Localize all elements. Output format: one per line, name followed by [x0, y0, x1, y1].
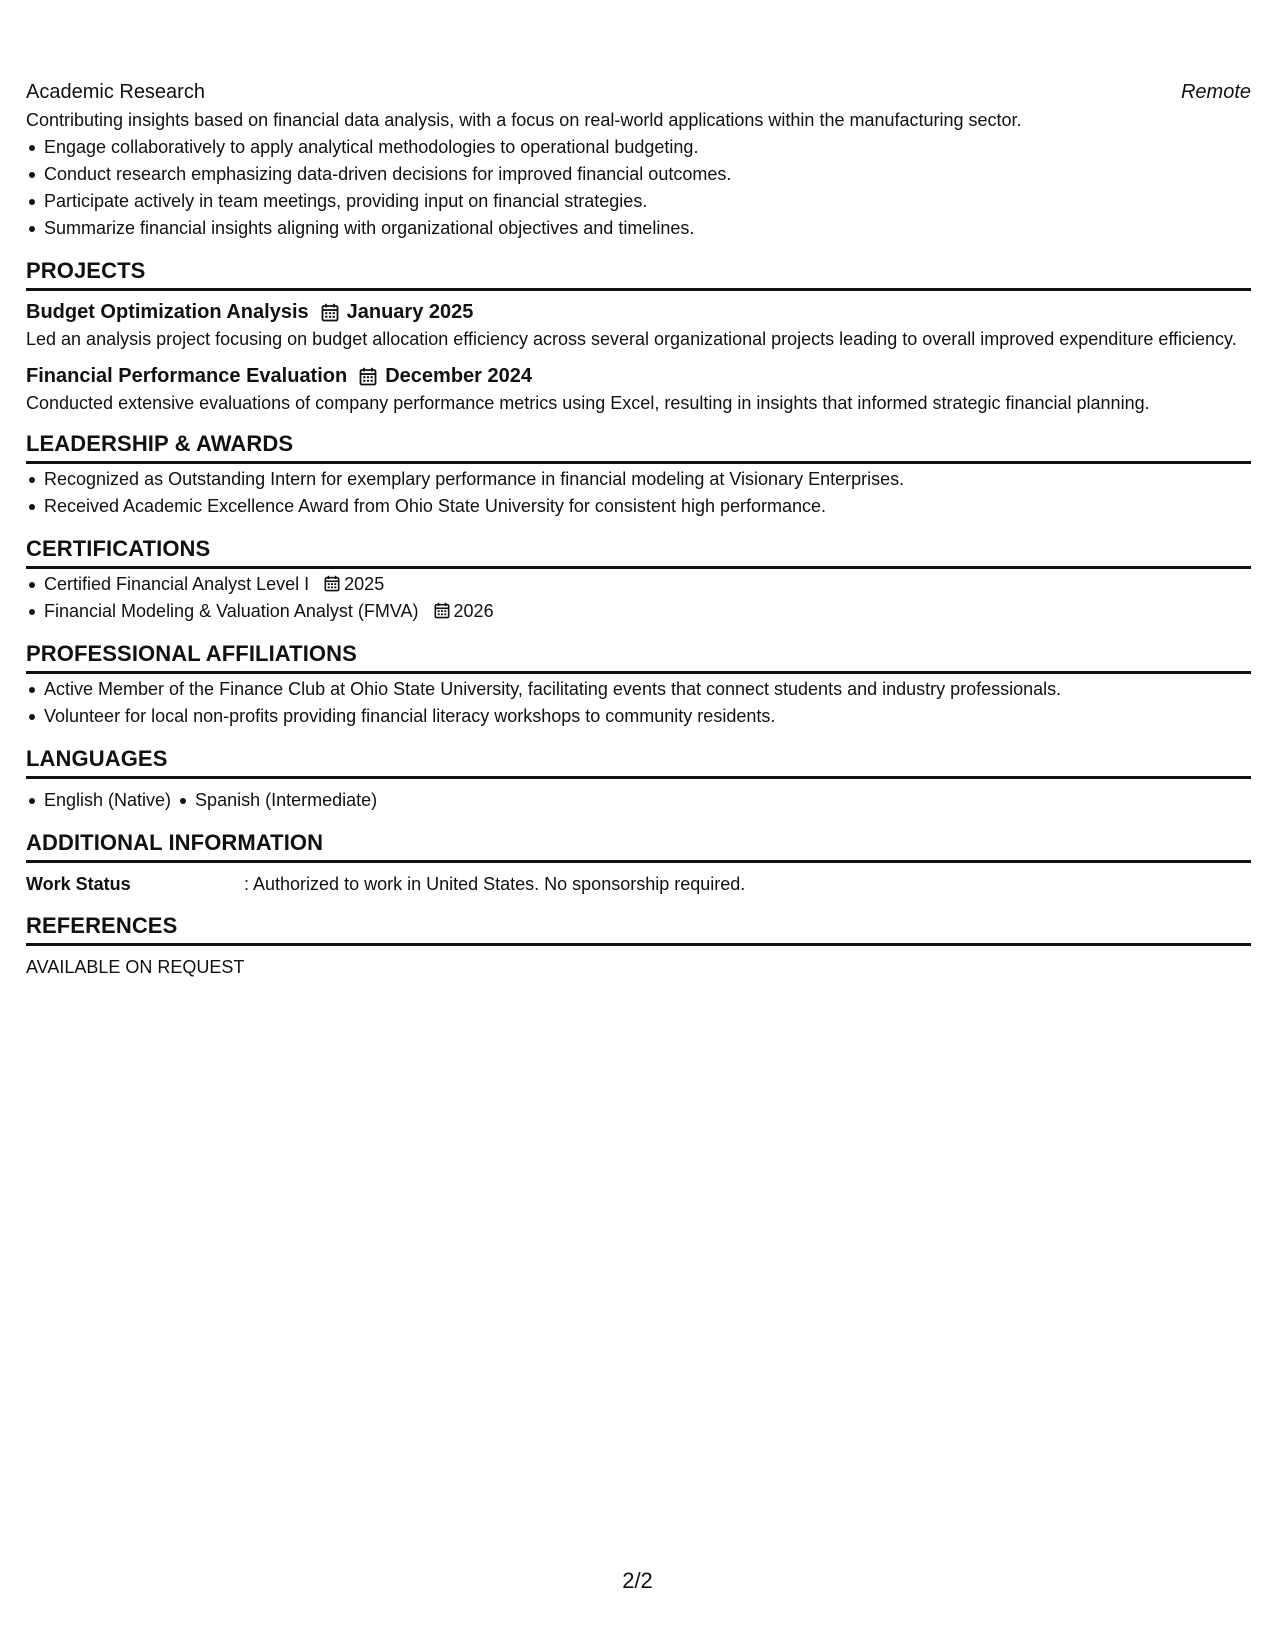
- additional-info-section: [26, 830, 1251, 897]
- affiliations-section: [26, 641, 1251, 730]
- project-name: Budget Optimization Analysis: [26, 301, 309, 323]
- section-title: REFERENCES: [26, 913, 1251, 946]
- list-item: Participate actively in team meetings, providing input on financial strategies.: [44, 188, 1251, 215]
- certifications-section: [26, 536, 1251, 625]
- section-title: CERTIFICATIONS: [26, 536, 1251, 569]
- experience-entry: [26, 78, 1251, 242]
- projects-section: [26, 258, 1251, 415]
- experience-bullets: [26, 134, 1251, 242]
- list-item: Summarize financial insights aligning with organizational objectives and timelines.: [44, 215, 1251, 242]
- project-entry: [26, 299, 1251, 351]
- work-status-value: : Authorized to work in United States. No sponsorship required.: [244, 874, 746, 894]
- languages-section: [26, 746, 1251, 814]
- list-item: Engage collaboratively to apply analytical methodologies to operational budgeting.: [44, 134, 1251, 161]
- page-number: 2/2: [622, 1568, 653, 1593]
- list-item: Recognized as Outstanding Intern for exemplary performance in financial modeling at Visionary Enterprises.: [44, 466, 1251, 493]
- work-status-row: [26, 871, 1251, 897]
- section-title: ADDITIONAL INFORMATION: [26, 830, 1251, 863]
- section-title: LANGUAGES: [26, 746, 1251, 779]
- list-item: Received Academic Excellence Award from Ohio State University for consistent high performance.: [44, 493, 1251, 520]
- work-status-label: Work Status: [26, 874, 131, 894]
- calendar-icon: [359, 367, 377, 386]
- project-header: [26, 363, 1251, 389]
- project-date: December 2024: [385, 365, 532, 387]
- location: Remote: [1180, 81, 1251, 103]
- list-item: [44, 571, 1251, 598]
- list-item: Active Member of the Finance Club at Ohio State University, facilitating events that connect students and industry professionals.: [44, 676, 1251, 703]
- certifications-list: [26, 571, 1251, 625]
- affiliations-list: [26, 676, 1251, 730]
- list-item: Spanish (Intermediate): [195, 787, 377, 814]
- list-item: Conduct research emphasizing data-driven decisions for improved financial outcomes.: [44, 161, 1251, 188]
- calendar-icon: [434, 602, 450, 619]
- project-header: [26, 299, 1251, 325]
- certification-name: Certified Financial Analyst Level I: [44, 574, 310, 594]
- resume-page: [26, 78, 1251, 980]
- section-title: PROFESSIONAL AFFILIATIONS: [26, 641, 1251, 674]
- list-item: Volunteer for local non-profits providing financial literacy workshops to community residents.: [44, 703, 1251, 730]
- section-title: PROJECTS: [26, 258, 1251, 291]
- leadership-list: [26, 466, 1251, 520]
- calendar-icon: [321, 303, 339, 322]
- calendar-icon: [324, 575, 340, 592]
- organization-name: Academic Research: [26, 81, 205, 103]
- leadership-section: [26, 431, 1251, 520]
- list-item: English (Native): [44, 787, 171, 814]
- certification-name: Financial Modeling & Valuation Analyst (FMVA): [44, 601, 419, 621]
- languages-list: [26, 787, 1251, 814]
- project-description: Led an analysis project focusing on budget allocation efficiency across several organizational projects leading to overall improved expenditure efficiency.: [26, 329, 1237, 349]
- references-section: [26, 913, 1251, 980]
- project-date: January 2025: [346, 301, 474, 323]
- experience-summary: Contributing insights based on financial data analysis, with a focus on real-world applications within the manufacturing sector.: [26, 110, 1022, 130]
- list-item: [44, 598, 1251, 625]
- project-description: Conducted extensive evaluations of company performance metrics using Excel, resulting in insights that informed strategic financial planning.: [26, 393, 1150, 413]
- project-entry: [26, 363, 1251, 415]
- section-title: LEADERSHIP & AWARDS: [26, 431, 1251, 464]
- project-name: Financial Performance Evaluation: [26, 365, 348, 387]
- experience-header: [26, 78, 1251, 106]
- certification-year: 2025: [344, 574, 385, 594]
- certification-year: 2026: [453, 601, 494, 621]
- references-text: AVAILABLE ON REQUEST: [26, 957, 245, 977]
